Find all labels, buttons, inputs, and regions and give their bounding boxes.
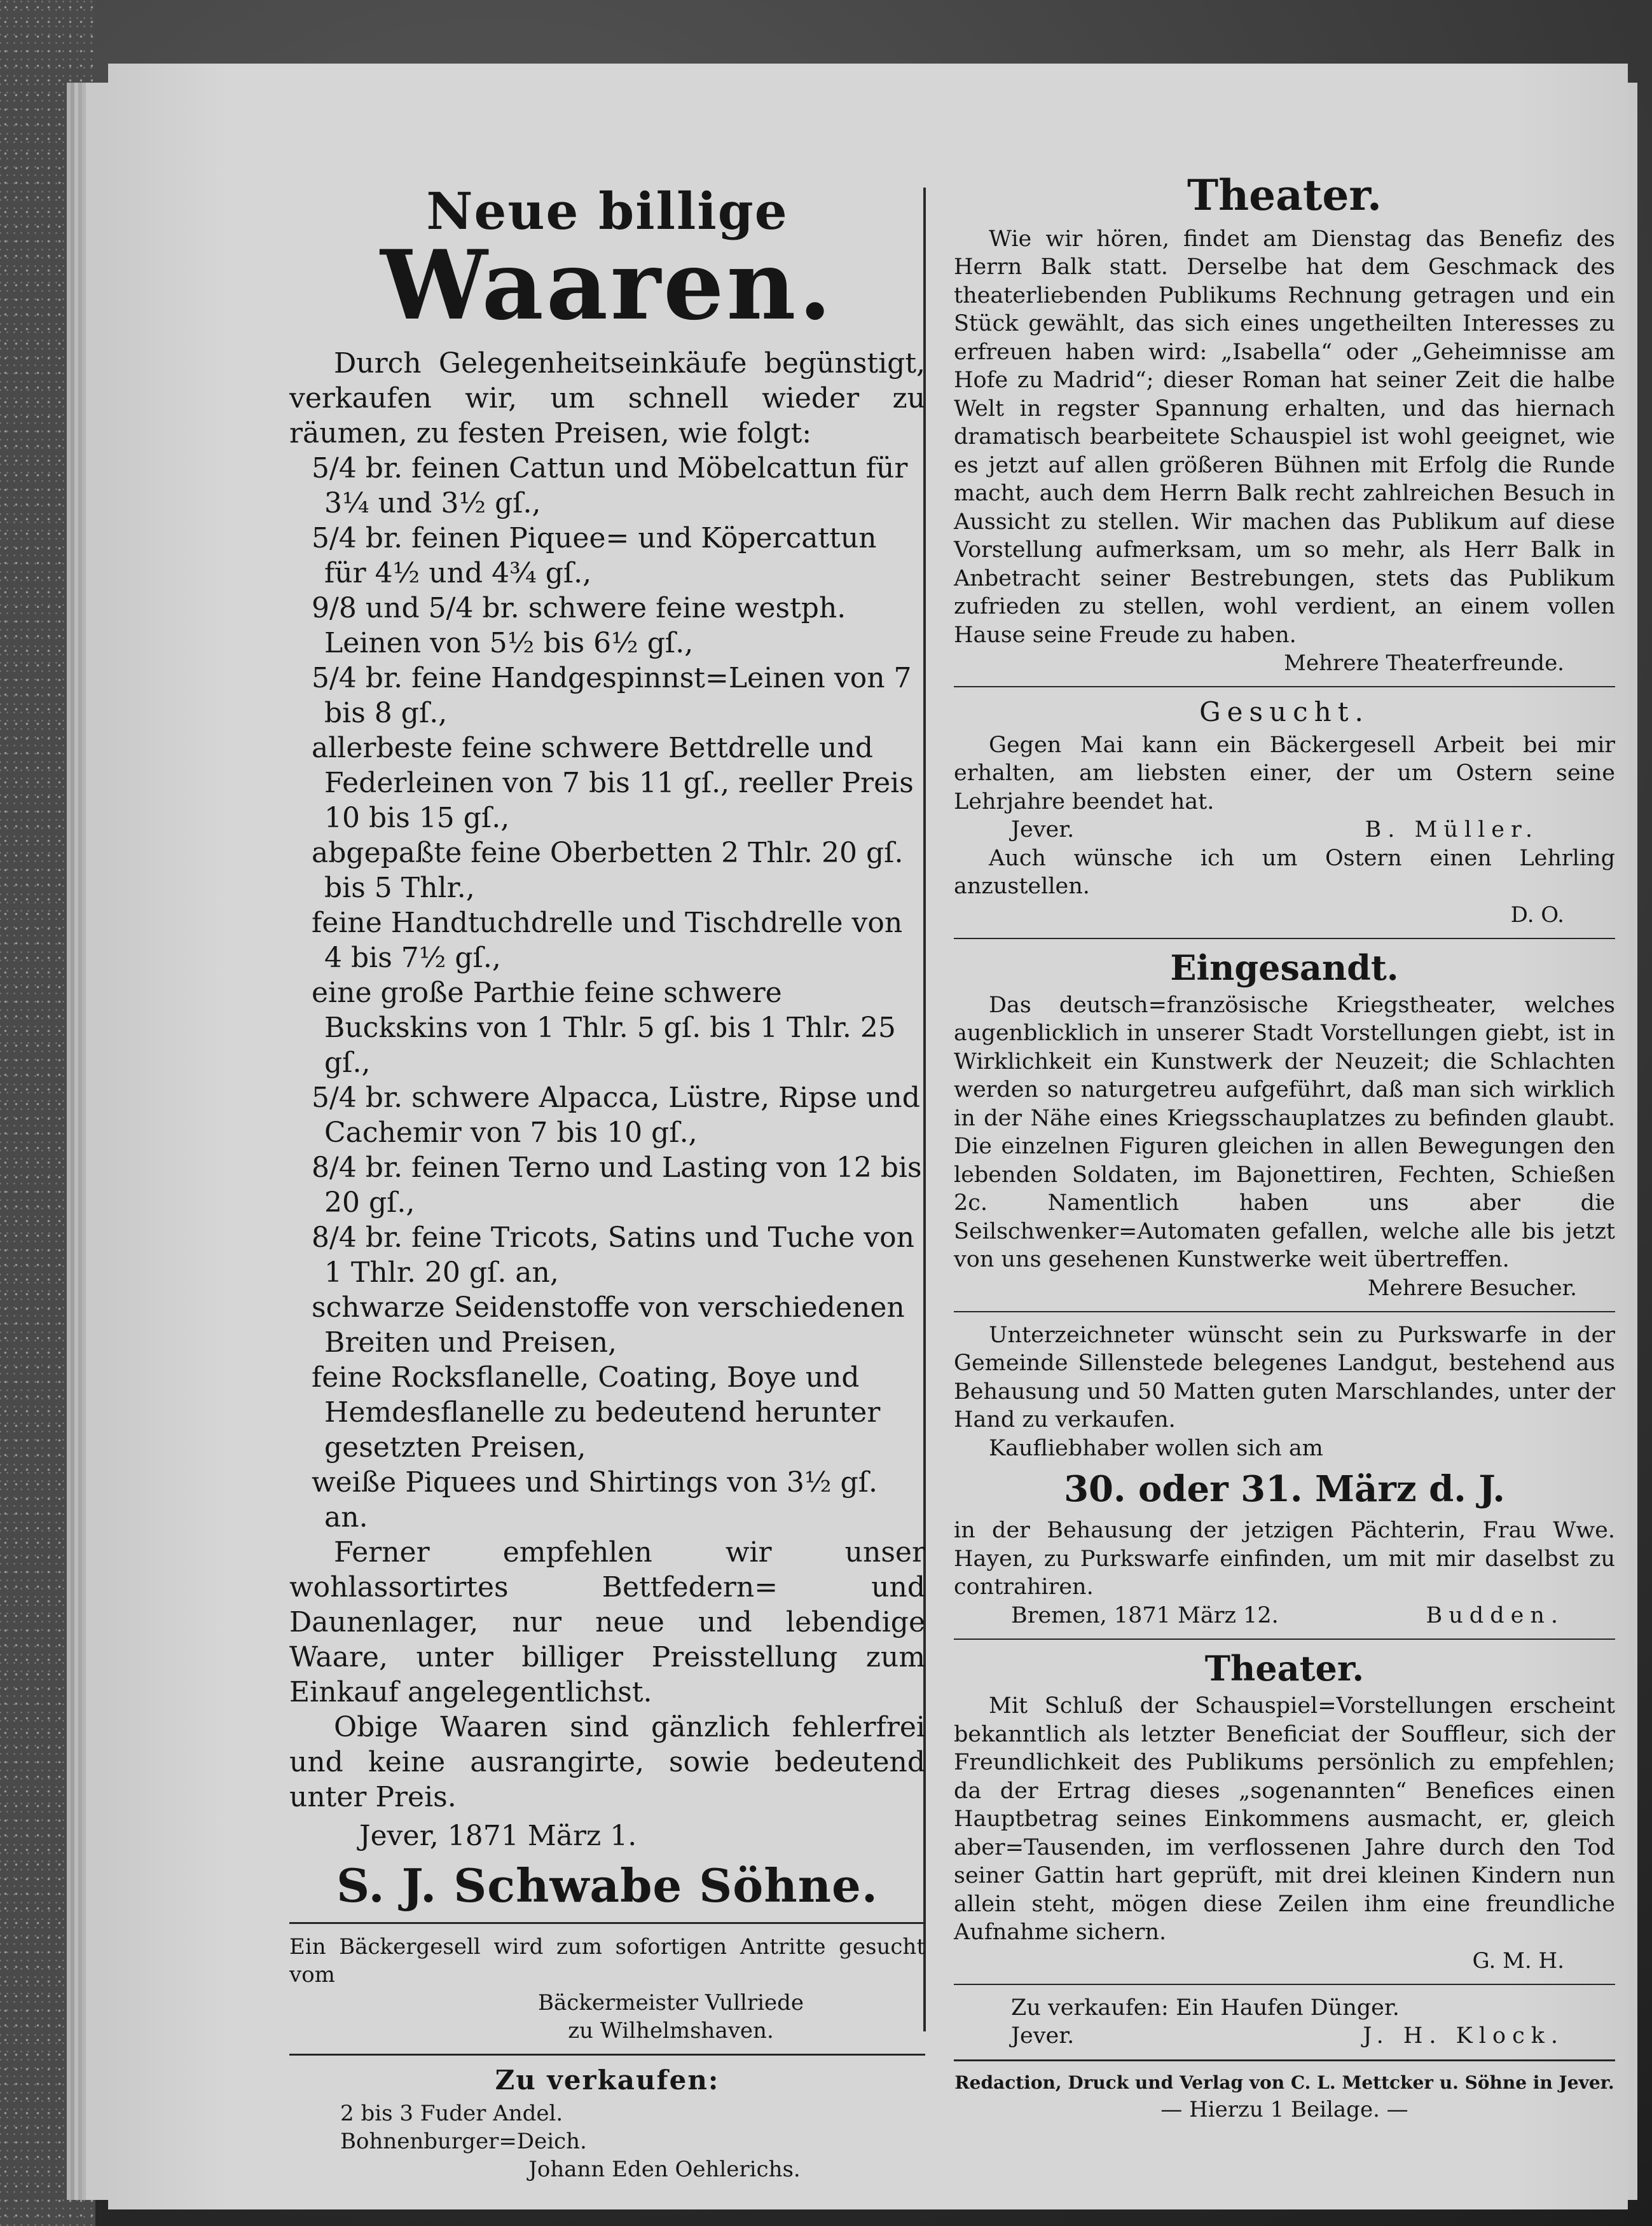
- eingesandt-signature: Mehrere Besucher.: [1367, 1275, 1577, 1301]
- baeckergesell-ad-text: Ein Bäckergesell wird zum sofortigen Antritte gesucht vom: [289, 1934, 925, 1988]
- intro-paragraph: Durch Gelegenheitseinkäufe begünstigt, verkaufen wir, um schnell wieder zu räumen, zu festen Preisen, wie folgt:: [289, 347, 925, 450]
- eingesandt-heading: Eingesandt.: [1170, 947, 1399, 988]
- price-list: [289, 451, 925, 1535]
- list-item: 8/4 br. feine Tricots, Satins und Tuche von 1 Thlr. 20 gſ. an,: [312, 1221, 914, 1289]
- landgut-text: Unterzeichneter wünscht sein zu Purkswarfe in der Gemeinde Sillenstede belegenes Landgut, bestehend aus Behausung und 50 Matten guten Marschlandes, unter der Hand zu verkaufen.: [954, 1322, 1615, 1433]
- rule: [954, 938, 1615, 939]
- list-item: schwarze Seidenstoffe von verschiedenen Breiten und Preisen,: [312, 1291, 905, 1359]
- landgut-text-2: Kaufliebhaber wollen sich am: [989, 1435, 1323, 1461]
- theater-souffleur-text: Mit Schluß der Schauspiel=Vorstellungen erscheint bekanntlich als letzter Beneficiat der Souffleur, sich der Freundlichkeit des Publikums persönlich zu empfehlen; da der Ertrag dieses „sogenannten“ Benefices einen Hauptbetrag seines Einkommens ausmacht, er, gleich aber=Tausenden, im verflossenen Jahre durch den Tod seiner Gattin hart geprüft, mit drei kleinen Kindern nun allein steht, mögen diese Zeilen ihm eine freundliche Aufnahme sichern.: [954, 1693, 1615, 1946]
- landgut-date: 30. oder 31. März d. J.: [1064, 1468, 1505, 1511]
- duenger-signature-row: [954, 2022, 1615, 2051]
- list-item: allerbeste feine schwere Bettdrelle und Federleinen von 7 bis 11 gſ., reeller Preis 10 bis 15 gſ.,: [312, 732, 914, 834]
- theater-heading: Theater.: [1187, 170, 1382, 220]
- landgut-text-3: in der Behausung der jetzigen Pächterin, Frau Wwe. Hayen, zu Purkswarfe einfinden, um mit mir daselbst zu contrahiren.: [954, 1518, 1615, 1600]
- imprint: Redaction, Druck und Verlag von C. L. Mettcker u. Söhne in Jever.: [954, 2071, 1614, 2093]
- gesucht-heading: Gesucht.: [1199, 696, 1370, 728]
- duenger-signature: J. H. Klock.: [1363, 2023, 1564, 2049]
- fehlerfrei-paragraph: Obige Waaren sind gänzlich fehlerfrei und keine ausrangirte, sowie bedeutend unter Preis.: [289, 1711, 925, 1813]
- zu-verkaufen-heading: Zu verkaufen:: [495, 2065, 720, 2096]
- rule: [954, 686, 1615, 687]
- rule: [954, 1984, 1615, 1985]
- rule: [289, 1922, 925, 1924]
- theater-benefiz-text: Wie wir hören, findet am Dienstag das Benefiz des Herrn Balk statt. Derselbe hat dem Geschmack des theaterliebenden Publikums Rechnung getragen und ein Stück gewählt, das sich eines ungetheilten Interesses zu erfreuen haben wird: „Isabella“ oder „Geheimnisse am Hofe zu Madrid“; dieser Roman hat seiner Zeit die halbe Welt in regster Spannung erhalten, und das hiernach dramatisch bearbeitete Schauspiel ist wohl geeignet, wie es jetzt auf allen größeren Bühnen mit Erfolg die Runde macht, auch dem Herrn Balk recht zahlreichen Besuch in Aussicht zu stellen. Wir machen das Publikum auf diese Vorstellung aufmerksam, um so mehr, als Herr Balk in Anbetracht seiner Bestrebungen, stets das Publikum zufrieden zu stellen, wohl verdient, an einem vollen Hause seine Freude zu haben.: [954, 226, 1615, 648]
- eingesandt-text: Das deutsch=französische Kriegstheater, welches augenblicklich in unserer Stadt Vorstellungen giebt, ist in Wirklichkeit ein Kunstwerk der Neuzeit; die Schlachten werden so naturgetreu aufgeführt, daß man sich wirklich in der Nähe eines Kriegsschauplatzes zu befinden glaubt. Die einzelnen Figuren gleichen in allen Bewegungen den lebenden Soldaten, im Bajonettiren, Fechten, Schießen 2c. Namentlich haben uns aber die Seilschwenker=Automaten gefallen, welche alle bis jetzt von uns gesehenen Kunstwerke weit übertreffen.: [954, 992, 1615, 1273]
- duenger-text: Zu verkaufen: Ein Haufen Dünger.: [1011, 1995, 1400, 2021]
- gesucht-signature-row: [954, 816, 1615, 844]
- gesucht-signature: B. Müller.: [1365, 817, 1539, 843]
- andel-ad-place: Bohnenburger=Deich.: [340, 2128, 587, 2154]
- list-item: eine große Parthie feine schwere Buckskins von 1 Thlr. 5 gſ. bis 1 Thlr. 25 gſ.,: [312, 977, 896, 1079]
- rule: [954, 2059, 1615, 2061]
- place-date: Jever, 1871 März 1.: [359, 1820, 637, 1852]
- duenger-place: Jever.: [1011, 2023, 1075, 2049]
- list-item: feine Handtuchdrelle und Tischdrelle von 4 bis 7½ gſ.,: [312, 907, 903, 974]
- baeckergesell-ad-signature: Bäckermeister Vullriede: [538, 1990, 804, 2016]
- baeckergesell-ad-place: zu Wilhelmshaven.: [568, 2018, 774, 2044]
- list-item: 5/4 br. schwere Alpacca, Lüstre, Ripse und Cachemir von 7 bis 10 gſ.,: [312, 1082, 920, 1149]
- list-item: abgepaßte feine Oberbetten 2 Thlr. 20 gſ. bis 5 Thlr.,: [312, 837, 904, 904]
- gesucht-place: Jever.: [1011, 817, 1075, 843]
- andel-ad-line: 2 bis 3 Fuder Andel.: [340, 2100, 563, 2126]
- bettfedern-paragraph: Ferner empfehlen wir unser wohlassortirtes Bettfedern= und Daunenlager, nur neue und lebendige Waare, unter billiger Preisstellung zum Einkauf angelegentlichst.: [289, 1536, 925, 1708]
- headline-waaren: Waaren.: [380, 230, 834, 341]
- gesucht-text: Gegen Mai kann ein Bäckergesell Arbeit bei mir erhalten, am liebsten einer, der um Ostern seine Lehrjahre beendet hat.: [954, 732, 1615, 814]
- rule: [954, 1639, 1615, 1640]
- lehrling-text: Auch wünsche ich um Ostern einen Lehrling anzustellen.: [954, 845, 1615, 900]
- list-item: weiße Piquees und Shirtings von 3½ gſ. an.: [312, 1466, 878, 1534]
- theater-souffleur-signature: G. M. H.: [1472, 1948, 1564, 1974]
- list-item: 5/4 br. feine Handgespinnst=Leinen von 7 bis 8 gſ.,: [312, 662, 912, 729]
- list-item: 5/4 br. feinen Piquee= und Köpercattun für 4½ und 4¾ gſ.,: [312, 522, 877, 589]
- list-item: 5/4 br. feinen Cattun und Möbelcattun für 3¼ und 3½ gſ.,: [312, 452, 908, 519]
- list-item: 8/4 br. feinen Terno und Lasting von 12 bis 20 gſ.,: [312, 1151, 922, 1219]
- list-item: 9/8 und 5/4 br. schwere feine westph. Leinen von 5½ bis 6½ gſ.,: [312, 592, 846, 659]
- landgut-signature-row: [954, 1602, 1615, 1630]
- headline-neue-billige: Neue billige: [426, 181, 788, 241]
- rule: [289, 2054, 925, 2056]
- landgut-signature: Budden.: [1426, 1602, 1564, 1628]
- right-column: [954, 172, 1615, 2124]
- speckled-book-edge: [0, 0, 95, 2226]
- theater-benefiz-signature: Mehrere Theaterfreunde.: [1284, 650, 1564, 677]
- firm-name: S. J. Schwabe Söhne.: [336, 1858, 878, 1913]
- theater-heading-2: Theater.: [1204, 1648, 1365, 1689]
- lehrling-signature: D. O.: [1510, 902, 1564, 928]
- left-column: [289, 181, 925, 2183]
- landgut-place: Bremen, 1871 März 12.: [1011, 1602, 1279, 1628]
- rule: [954, 1311, 1615, 1312]
- list-item: feine Rocksflanelle, Coating, Boye und Hemdesflanelle zu bedeutend herunter gesetzten Preisen,: [312, 1361, 881, 1464]
- andel-ad-signature: Johann Eden Oehlerichs.: [528, 2156, 801, 2182]
- beilage-note: — Hierzu 1 Beilage. —: [1160, 2096, 1408, 2122]
